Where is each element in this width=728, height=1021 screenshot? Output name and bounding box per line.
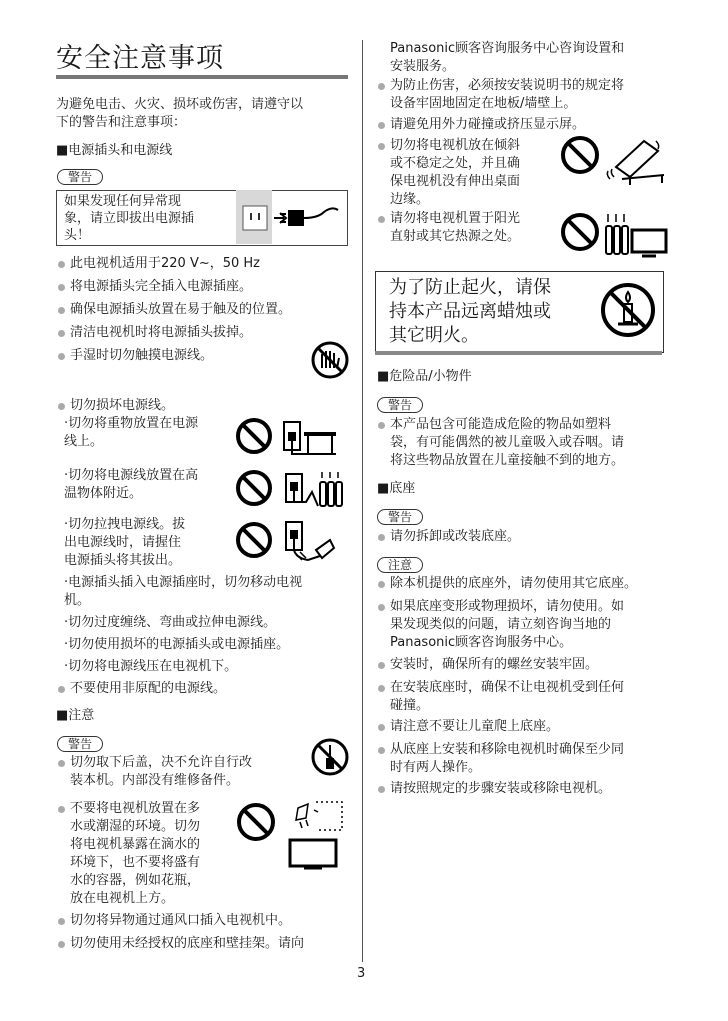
cord-heading: 切勿损坏电源线。 — [70, 398, 175, 413]
danger-line3: 将这些物品放置在儿童接触不到的地方。 — [390, 453, 625, 468]
section-danger-heading: ■危险品/小物件 — [377, 369, 472, 384]
no-water-icon — [236, 800, 346, 870]
power-item-3: 确保电源插头放置在易于触及的位置。 — [70, 302, 292, 317]
fire-line-1: 为了防止起火，请保 — [389, 277, 551, 298]
cord-sub1-line1: ·切勿将重物放置在电源 — [64, 416, 199, 431]
base-caution-1: 除本机提供的底座外，请勿使用其它底座。 — [390, 576, 638, 591]
bullet — [58, 941, 65, 948]
no-tilted-surface-icon — [560, 135, 670, 185]
right-cont-line1: Panasonic顾客咨询服务中心咨询设置和 — [390, 41, 625, 56]
warning-tag: 警告 — [57, 736, 103, 752]
bullet — [378, 662, 385, 669]
cord-sub4-line2: 机。 — [64, 593, 91, 608]
right-b3-line1: 切勿将电视机放在倾斜 — [390, 138, 521, 153]
right-b4-line1: 请勿将电视机置于阳光 — [390, 211, 521, 226]
cord-last: 不要使用非原配的电源线。 — [70, 681, 227, 696]
right-b2: 请避免用外力碰撞或挤压显示屏。 — [390, 117, 586, 132]
cord-sub5: ·切勿过度缠绕、弯曲或拉伸电源线。 — [64, 615, 277, 630]
right-b1-line2: 设备牢固地固定在地板/墙壁上。 — [390, 96, 577, 111]
base-caution-6-line1: 从底座上安装和移除电视机时确保至少同 — [390, 742, 625, 757]
bullet — [58, 330, 65, 337]
fire-line-2: 持本产品远离蜡烛或 — [389, 301, 551, 322]
page-number: 3 — [357, 966, 366, 981]
section-note-heading: ■注意 — [56, 708, 95, 723]
right-b3-line3: 保电视机没有伸出桌面 — [390, 174, 521, 189]
bullet — [378, 724, 385, 731]
no-heavy-object-icon — [236, 418, 340, 462]
right-b1-line1: 为防止伤害，必须按安装说明书的规定将 — [390, 78, 625, 93]
note1-line2: 装本机。内部没有维修备件。 — [70, 773, 240, 788]
base-caution-2-line3: Panasonic顾客咨询服务中心。 — [390, 635, 573, 650]
base-caution-7: 请按照规定的步骤安装或移除电视机。 — [390, 781, 612, 796]
bullet — [58, 686, 65, 693]
bullet — [58, 307, 65, 314]
bullet — [378, 216, 385, 223]
fire-line-3: 其它明火。 — [389, 325, 479, 346]
box-line-1: 如果发现任何异常现 — [64, 194, 182, 209]
right-b3-line2: 或不稳定之处，并且确 — [390, 156, 521, 171]
intro-line-2: 下的警告和注意事项： — [56, 115, 187, 130]
cord-sub3-line2: 出电源线时，请握住 — [64, 535, 182, 550]
no-disassembly-icon — [310, 737, 350, 777]
note2-line1: 不要将电视机放置在多 — [70, 801, 201, 816]
bullet — [378, 534, 385, 541]
base-caution-2-line1: 如果底座变形或物理损坏，请勿使用。如 — [390, 599, 625, 614]
cord-sub7: ·切勿将电源线压在电视机下。 — [64, 659, 238, 674]
right-b3-line4: 边缘。 — [390, 192, 430, 207]
page-title: 安全注意事项 — [56, 43, 224, 74]
base-caution-2-line2: 果发现类似的问题，请立刻咨询当地的 — [390, 617, 612, 632]
bullet — [58, 261, 65, 268]
note2-line3: 将电视机暴露在滴水的 — [70, 837, 201, 852]
base-warning: 请勿拆卸或改装底座。 — [390, 529, 521, 544]
bullet — [58, 760, 65, 767]
base-caution-3: 安装时，确保所有的螺丝安装牢固。 — [390, 657, 599, 672]
note2-line2: 水或潮湿的环境。切勿 — [70, 819, 201, 834]
bullet — [378, 747, 385, 754]
cord-sub2-line1: ·切勿将电源线放置在高 — [64, 468, 199, 483]
warning-tag: 警告 — [377, 397, 423, 413]
bullet — [378, 786, 385, 793]
bullet — [58, 284, 65, 291]
power-item-1: 此电视机适用于220 V~，50 Hz — [70, 256, 261, 271]
box-line-2: 象，请立即拔出电源插 — [64, 211, 195, 226]
base-caution-4-line1: 在安装底座时，确保不让电视机受到任何 — [390, 680, 625, 695]
warning-tag: 警告 — [57, 169, 103, 185]
caution-tag: 注意 — [377, 557, 423, 573]
note2-line5: 水的容器，例如花瓶， — [70, 873, 201, 888]
bullet — [58, 353, 65, 360]
no-heat-tv-icon — [560, 210, 670, 258]
note2-line6: 放在电视机上方。 — [70, 891, 175, 906]
section-base-heading: ■底座 — [377, 481, 416, 496]
bullet — [378, 604, 385, 611]
bullet — [58, 403, 65, 410]
box-line-3: 头！ — [64, 228, 91, 243]
cord-sub3-line1: ·切勿拉拽电源线。拔 — [64, 517, 186, 532]
cord-sub6: ·切勿使用损坏的电源插头或电源插座。 — [64, 637, 290, 652]
unplug-plug-icon — [240, 198, 340, 238]
note3: 切勿将异物通过通风口插入电视机中。 — [70, 913, 292, 928]
cord-sub3-line3: 电源插头将其拔出。 — [64, 553, 182, 568]
cord-sub4-line1: ·电源插头插入电源插座时，切勿移动电视 — [64, 575, 303, 590]
bullet — [378, 581, 385, 588]
cord-sub1-line2: 线上。 — [64, 434, 104, 449]
power-item-2: 将电源插头完全插入电源插座。 — [70, 279, 253, 294]
cord-sub2-line2: 温物体附近。 — [64, 486, 143, 501]
note1-line1: 切勿取下后盖，决不允许自行改 — [70, 755, 253, 770]
no-candle-icon — [600, 282, 656, 338]
no-heat-source-icon — [236, 468, 346, 512]
title-underline — [56, 75, 348, 79]
warning-tag: 警告 — [377, 509, 423, 525]
fire-box-underline — [375, 351, 662, 355]
bullet — [58, 806, 65, 813]
power-item-5: 手湿时切勿触摸电源线。 — [70, 348, 214, 363]
danger-line2: 袋，有可能偶然的被儿童吸入或吞咽。请 — [390, 435, 625, 450]
danger-line1: 本产品包含可能造成危险的物品如塑料 — [390, 417, 612, 432]
base-caution-6-line2: 时有两人操作。 — [390, 760, 482, 775]
bullet — [58, 918, 65, 925]
bullet — [378, 685, 385, 692]
bullet — [378, 143, 385, 150]
no-pull-cord-icon — [236, 520, 340, 564]
base-caution-4-line2: 碰撞。 — [390, 698, 430, 713]
section-power-heading: ■电源插头和电源线 — [56, 143, 173, 158]
base-caution-5: 请注意不要让儿童爬上底座。 — [390, 719, 560, 734]
note4: 切勿使用未经授权的底座和壁挂架。请向 — [70, 936, 305, 951]
power-item-4: 清洁电视机时将电源插头拔掉。 — [70, 325, 253, 340]
no-wet-hands-icon — [310, 340, 350, 380]
note2-line4: 环境下，也不要将盛有 — [70, 855, 201, 870]
bullet — [378, 83, 385, 90]
column-divider — [362, 40, 363, 962]
intro-line-1: 为避免电击、火灾、损坏或伤害，请遵守以 — [56, 97, 304, 112]
bullet — [378, 422, 385, 429]
right-b4-line2: 直射或其它热源之处。 — [390, 229, 521, 244]
right-cont-line2: 安装服务。 — [390, 59, 456, 74]
bullet — [378, 122, 385, 129]
